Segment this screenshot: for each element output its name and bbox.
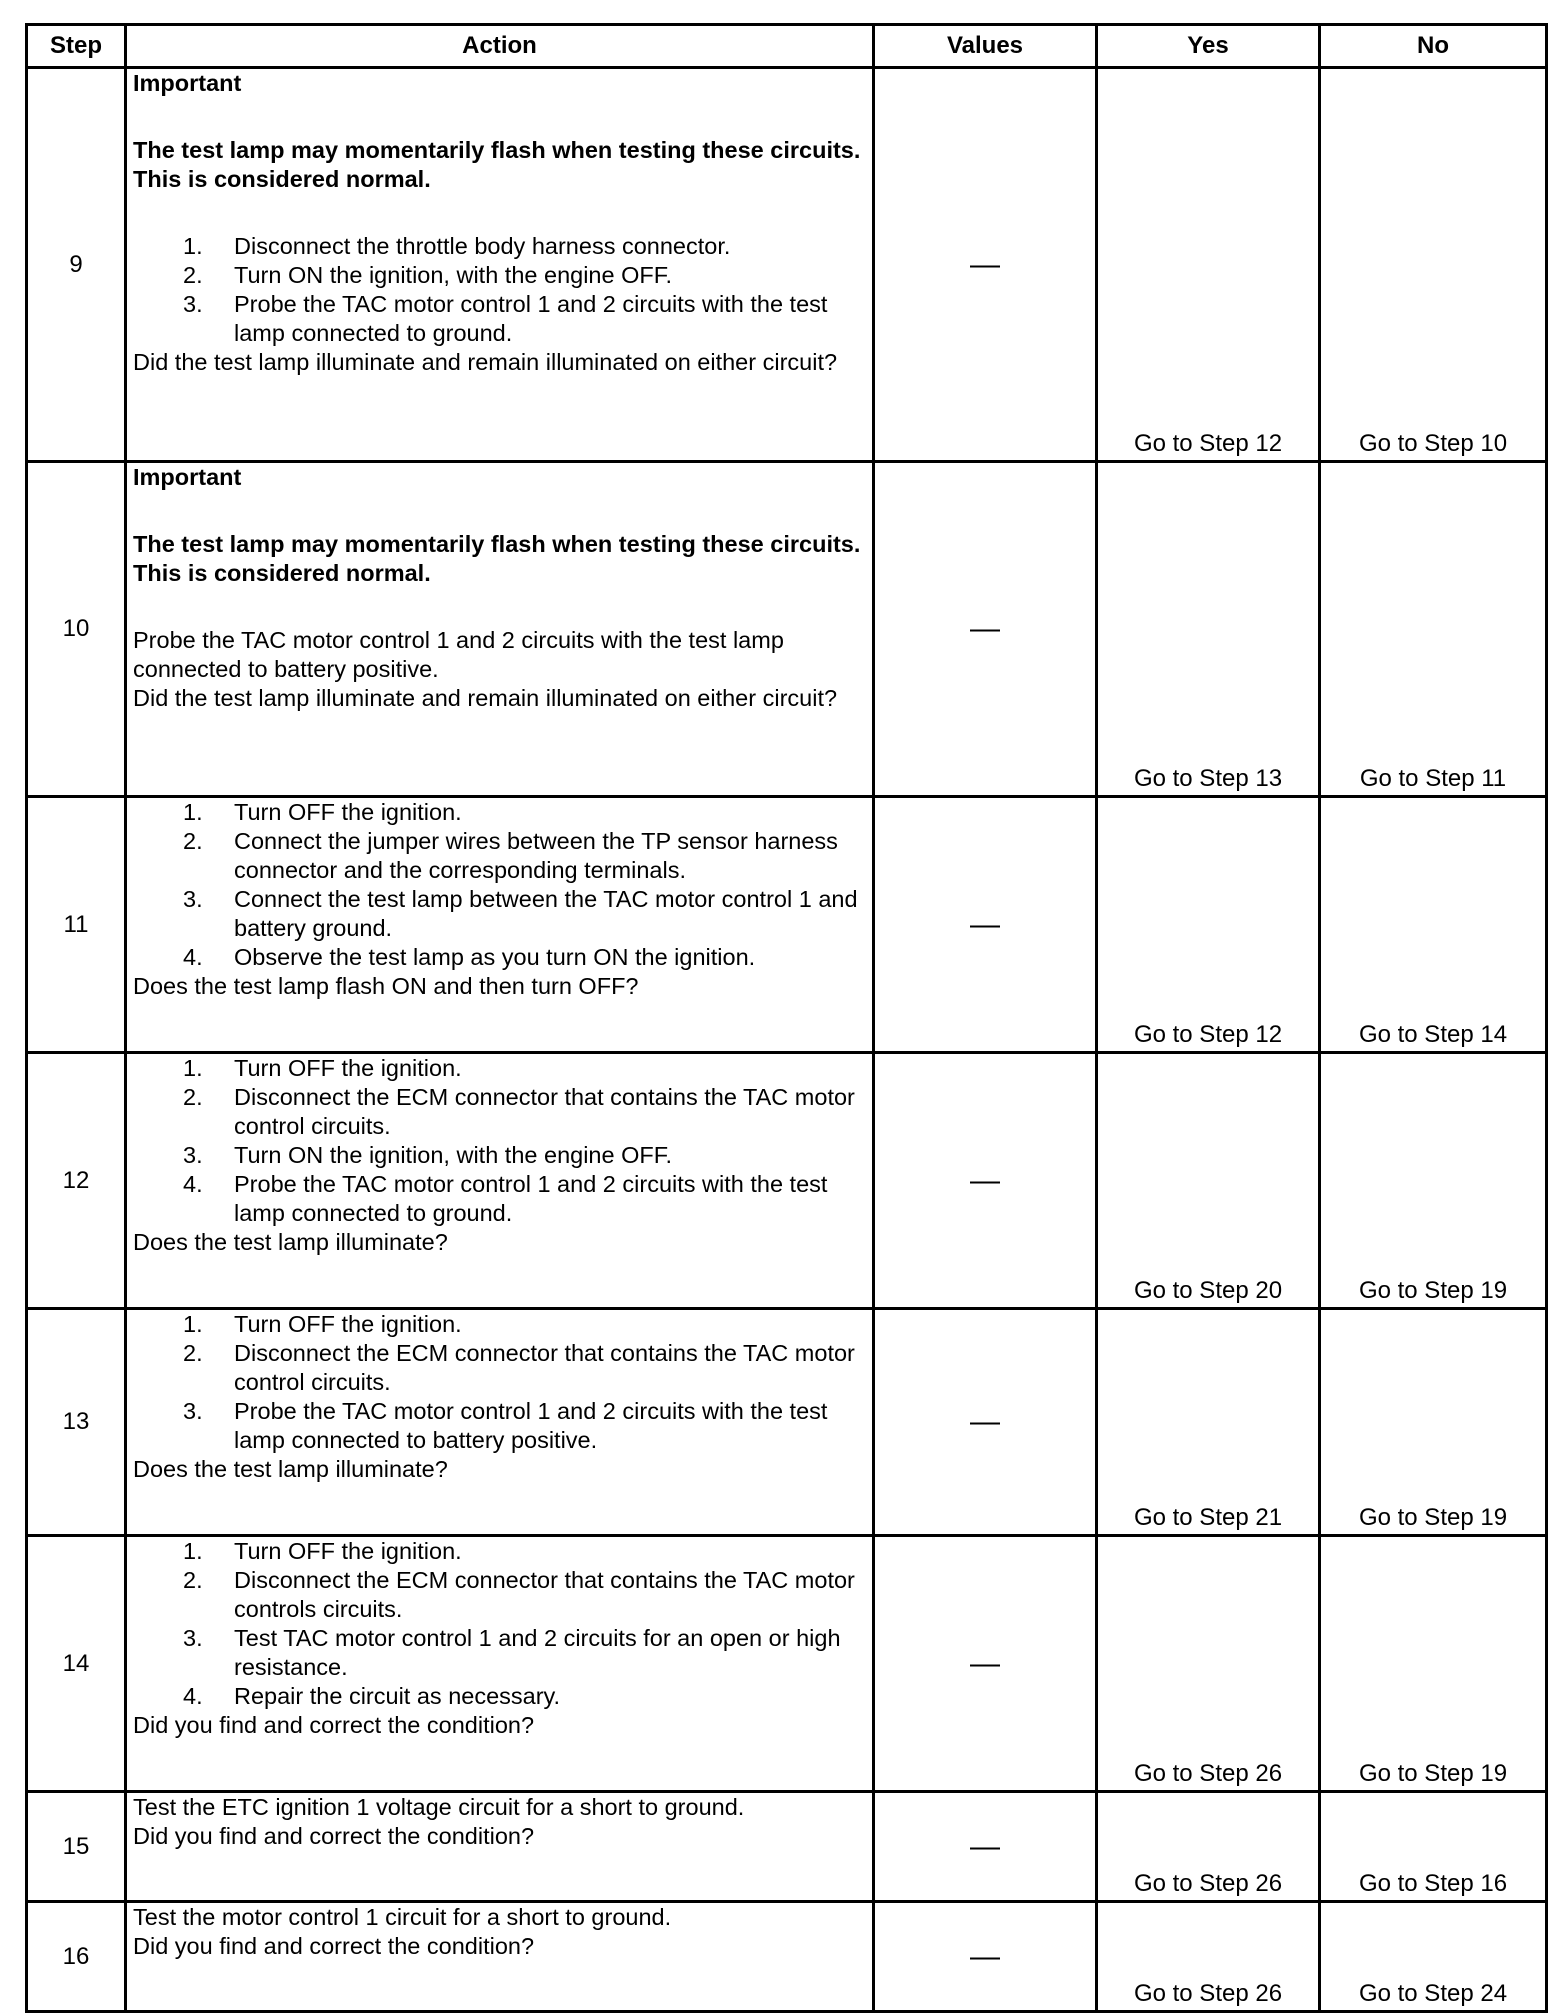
yes-cell [1097,1902,1320,2012]
action-text: Test the ETC ignition 1 voltage circuit for a short to ground. [133,1794,745,1820]
table-row [27,1309,1547,1536]
values-cell: — [874,1902,1097,2012]
yes-cell [1097,1053,1320,1309]
no-cell [1320,1536,1547,1792]
step-list [133,1537,866,1711]
table-row [27,1902,1547,2012]
list-item: 2. Disconnect the ECM connector that contains the TAC motor control circuits. [183,1084,855,1139]
list-item: 1. Turn OFF the ignition. [183,1538,462,1564]
list-item: 3. Probe the TAC motor control 1 and 2 circuits with the test lamp connected to ground. [183,291,828,346]
step-number: 9 [27,68,126,462]
step-header: Step [27,25,126,68]
yes-cell [1097,1792,1320,1902]
important-text: The test lamp may momentarily flash when testing these circuits. This is considered normal. [133,531,861,586]
step-number: 12 [27,1053,126,1309]
values-cell: — [874,1053,1097,1309]
question-text: Did you find and correct the condition? [133,1823,535,1849]
list-item: 2. Disconnect the ECM connector that contains the TAC motor control circuits. [183,1340,855,1395]
step-number: 13 [27,1309,126,1536]
action-header: Action [126,25,874,68]
action-cell [126,797,874,1053]
question-text: Does the test lamp flash ON and then turn OFF? [133,973,639,999]
yes-header: Yes [1097,25,1320,68]
table-row [27,68,1547,462]
action-cell [126,1902,874,2012]
action-cell [126,1536,874,1792]
table-row [27,462,1547,797]
action-cell [126,68,874,462]
action-cell [126,1053,874,1309]
no-header: No [1320,25,1547,68]
diagnostic-table [25,23,1548,2013]
question-text: Does the test lamp illuminate? [133,1229,448,1255]
yes-goto: Go to Step 21 [1133,1504,1283,1531]
yes-goto: Go to Step 20 [1133,1277,1283,1304]
no-goto: Go to Step 19 [1358,1277,1508,1304]
step-list [133,232,866,348]
no-cell [1320,1902,1547,2012]
no-goto: Go to Step 16 [1358,1870,1508,1897]
step-number: 15 [27,1792,126,1902]
list-item: 3. Probe the TAC motor control 1 and 2 circuits with the test lamp connected to battery positive. [183,1398,828,1453]
list-item: 3. Connect the test lamp between the TAC motor control 1 and battery ground. [183,886,858,941]
header-row [27,25,1547,68]
values-header: Values [874,25,1097,68]
list-item: 1. Turn OFF the ignition. [183,799,462,825]
step-number: 10 [27,462,126,797]
yes-goto: Go to Step 26 [1133,1870,1283,1897]
question-text: Did you find and correct the condition? [133,1933,535,1959]
table-row [27,1536,1547,1792]
yes-goto: Go to Step 26 [1133,1760,1283,1787]
important-text: The test lamp may momentarily flash when testing these circuits. This is considered normal. [133,137,861,192]
question-text: Did you find and correct the condition? [133,1712,535,1738]
action-text: Probe the TAC motor control 1 and 2 circuits with the test lamp connected to battery positive. [133,627,784,682]
action-cell [126,462,874,797]
important-label: Important [133,464,242,490]
question-text: Did the test lamp illuminate and remain illuminated on either circuit? [133,349,838,375]
question-text: Did the test lamp illuminate and remain illuminated on either circuit? [133,685,838,711]
action-text: Test the motor control 1 circuit for a short to ground. [133,1904,672,1930]
table-row [27,1053,1547,1309]
step-list [133,1054,866,1228]
yes-goto: Go to Step 13 [1133,765,1283,792]
list-item: 2. Disconnect the ECM connector that contains the TAC motor controls circuits. [183,1567,855,1622]
question-text: Does the test lamp illuminate? [133,1456,448,1482]
values-cell: — [874,1792,1097,1902]
list-item: 2. Connect the jumper wires between the TP sensor harness connector and the corresponding terminals. [183,828,838,883]
list-item: 1. Turn OFF the ignition. [183,1311,462,1337]
step-number: 16 [27,1902,126,2012]
action-cell [126,1309,874,1536]
action-cell [126,1792,874,1902]
list-item: 1. Turn OFF the ignition. [183,1055,462,1081]
values-cell: — [874,1309,1097,1536]
no-goto: Go to Step 14 [1358,1021,1508,1048]
step-number: 11 [27,797,126,1053]
list-item: 4. Repair the circuit as necessary. [183,1683,561,1709]
values-cell: — [874,797,1097,1053]
yes-cell [1097,68,1320,462]
no-cell [1320,68,1547,462]
yes-goto: Go to Step 12 [1133,1021,1283,1048]
list-item: 1. Disconnect the throttle body harness connector. [183,233,731,259]
step-list [133,1310,866,1455]
yes-goto: Go to Step 12 [1133,430,1283,457]
no-cell [1320,462,1547,797]
values-cell: — [874,1536,1097,1792]
no-cell [1320,1053,1547,1309]
yes-cell [1097,1536,1320,1792]
no-goto: Go to Step 19 [1358,1504,1508,1531]
yes-cell [1097,797,1320,1053]
no-cell [1320,1792,1547,1902]
no-cell [1320,797,1547,1053]
no-goto: Go to Step 10 [1358,430,1508,457]
yes-cell [1097,1309,1320,1536]
yes-cell [1097,462,1320,797]
no-goto: Go to Step 24 [1358,1980,1508,2007]
table-row [27,797,1547,1053]
important-label: Important [133,70,242,96]
step-number: 14 [27,1536,126,1792]
no-goto: Go to Step 19 [1358,1760,1508,1787]
values-cell: — [874,68,1097,462]
no-cell [1320,1309,1547,1536]
list-item: 4. Observe the test lamp as you turn ON the ignition. [183,944,756,970]
list-item: 4. Probe the TAC motor control 1 and 2 circuits with the test lamp connected to ground. [183,1171,828,1226]
list-item: 3. Test TAC motor control 1 and 2 circuits for an open or high resistance. [183,1625,841,1680]
no-goto: Go to Step 11 [1359,765,1507,792]
list-item: 3. Turn ON the ignition, with the engine OFF. [183,1142,673,1168]
table-row [27,1792,1547,1902]
yes-goto: Go to Step 26 [1133,1980,1283,2007]
list-item: 2. Turn ON the ignition, with the engine OFF. [183,262,673,288]
step-list [133,798,866,972]
values-cell: — [874,462,1097,797]
